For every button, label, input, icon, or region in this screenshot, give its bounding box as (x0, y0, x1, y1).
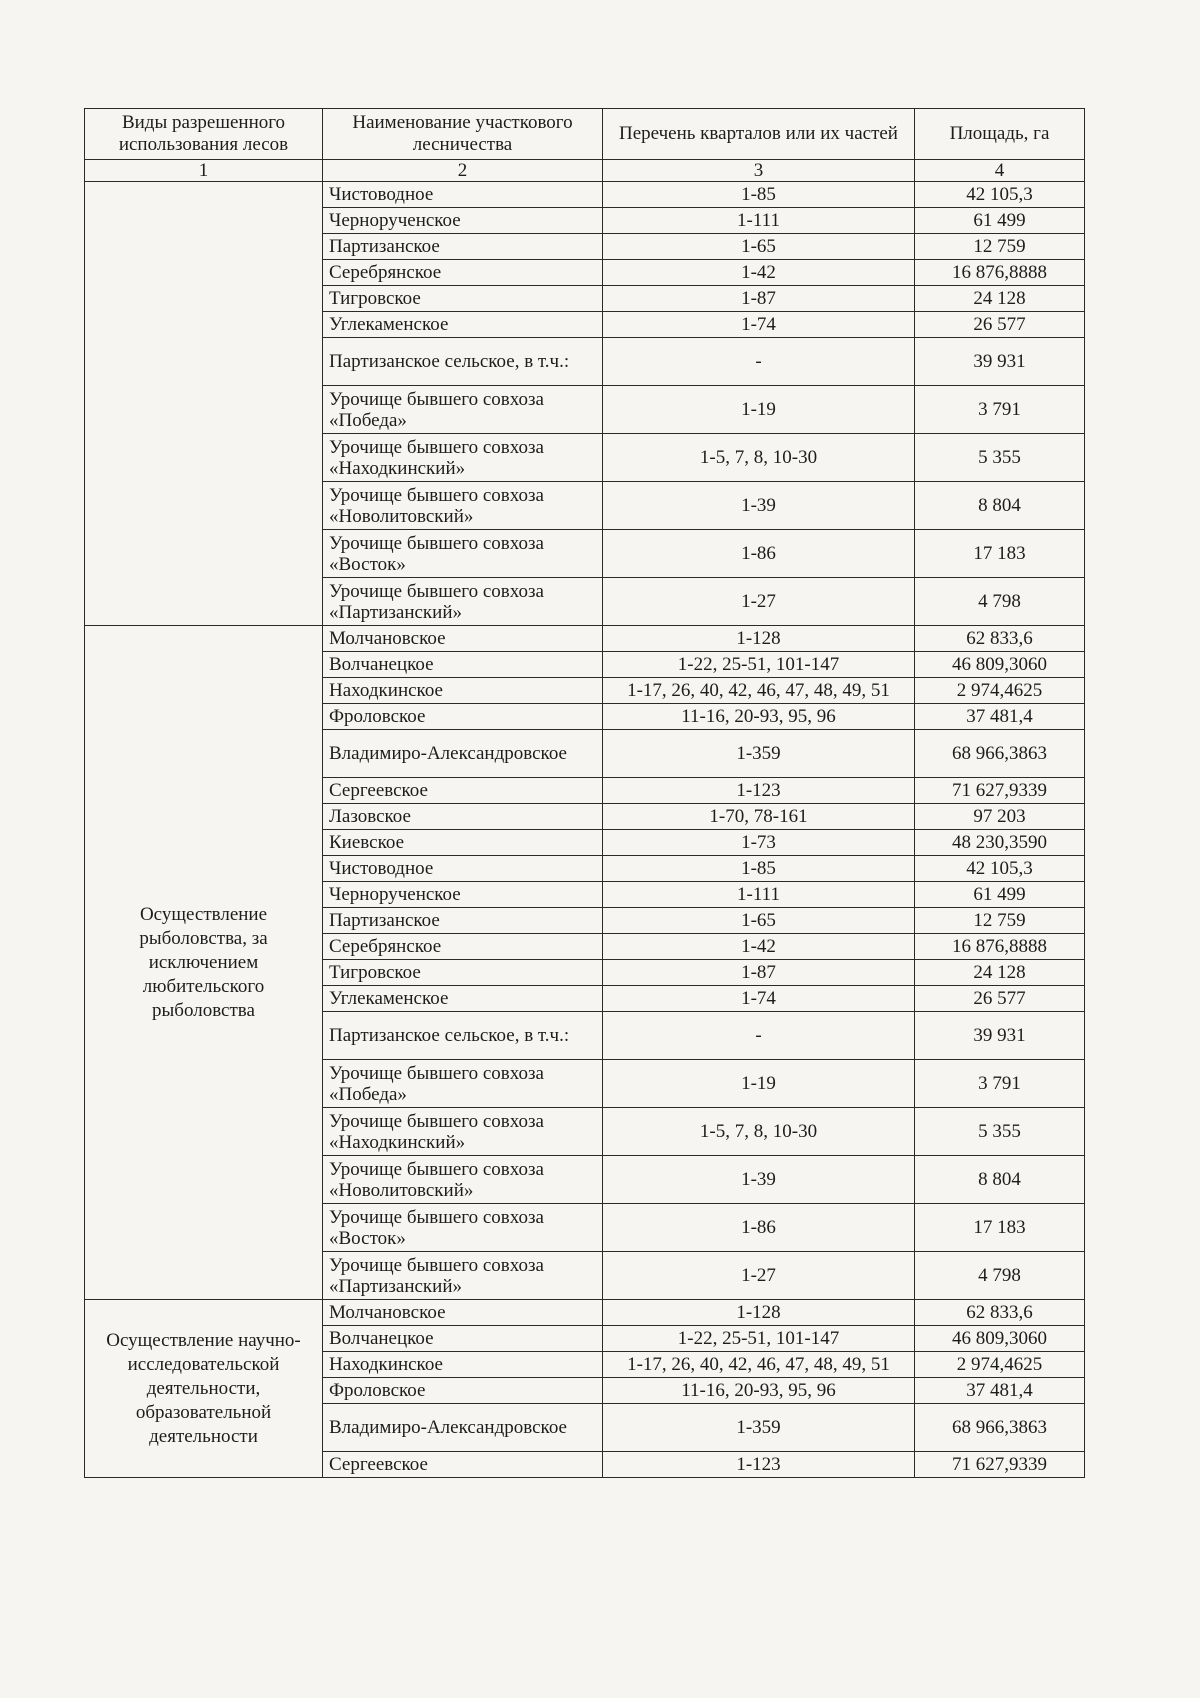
area-cell: 24 128 (915, 960, 1085, 986)
forestry-name-cell: Находкинское (323, 678, 603, 704)
area-cell: 5 355 (915, 434, 1085, 482)
area-cell: 16 876,8888 (915, 934, 1085, 960)
forestry-name-cell: Партизанское (323, 908, 603, 934)
forestry-name-cell: Чистоводное (323, 856, 603, 882)
header-use-type: Виды разрешенного использования лесов (85, 109, 323, 160)
forestry-name-cell: Серебрянское (323, 934, 603, 960)
quarters-cell: 1-111 (603, 208, 915, 234)
area-cell: 48 230,3590 (915, 830, 1085, 856)
area-cell: 97 203 (915, 804, 1085, 830)
quarters-cell: 1-27 (603, 578, 915, 626)
quarters-cell: 1-22, 25-51, 101-147 (603, 652, 915, 678)
forestry-name-cell: Урочище бывшего совхоза «Партизанский» (323, 1252, 603, 1300)
area-cell: 37 481,4 (915, 1378, 1085, 1404)
area-cell: 2 974,4625 (915, 678, 1085, 704)
quarters-cell: 1-39 (603, 1156, 915, 1204)
area-cell: 2 974,4625 (915, 1352, 1085, 1378)
forestry-name-cell: Урочище бывшего совхоза «Находкинский» (323, 434, 603, 482)
quarters-cell: 1-359 (603, 730, 915, 778)
area-cell: 61 499 (915, 208, 1085, 234)
forestry-name-cell: Владимиро-Александровское (323, 730, 603, 778)
quarters-cell: 1-86 (603, 530, 915, 578)
area-cell: 42 105,3 (915, 182, 1085, 208)
quarters-cell: 1-359 (603, 1404, 915, 1452)
quarters-cell: 1-5, 7, 8, 10-30 (603, 1108, 915, 1156)
forestry-name-cell: Чернорученское (323, 882, 603, 908)
forestry-name-cell: Тигровское (323, 286, 603, 312)
quarters-cell: 1-87 (603, 960, 915, 986)
forestry-name-cell: Урочище бывшего совхоза «Новолитовский» (323, 1156, 603, 1204)
quarters-cell: 1-73 (603, 830, 915, 856)
forestry-name-cell: Серебрянское (323, 260, 603, 286)
forestry-name-cell: Сергеевское (323, 1452, 603, 1478)
quarters-cell: 11-16, 20-93, 95, 96 (603, 704, 915, 730)
forestry-name-cell: Чистоводное (323, 182, 603, 208)
area-cell: 68 966,3863 (915, 730, 1085, 778)
use-type-cell (85, 182, 323, 626)
quarters-cell: 1-85 (603, 182, 915, 208)
area-cell: 61 499 (915, 882, 1085, 908)
area-cell: 46 809,3060 (915, 652, 1085, 678)
column-number: 1 (85, 160, 323, 182)
forestry-name-cell: Находкинское (323, 1352, 603, 1378)
forestry-name-cell: Чернорученское (323, 208, 603, 234)
quarters-cell: 1-74 (603, 312, 915, 338)
quarters-cell: 1-5, 7, 8, 10-30 (603, 434, 915, 482)
forest-use-table (84, 108, 1085, 1478)
forestry-name-cell: Урочище бывшего совхоза «Победа» (323, 1060, 603, 1108)
area-cell: 68 966,3863 (915, 1404, 1085, 1452)
forestry-name-cell: Фроловское (323, 704, 603, 730)
forestry-name-cell: Волчанецкое (323, 652, 603, 678)
forestry-name-cell: Углекаменское (323, 986, 603, 1012)
forestry-name-cell: Партизанское (323, 234, 603, 260)
quarters-cell: 1-42 (603, 934, 915, 960)
forestry-name-cell: Волчанецкое (323, 1326, 603, 1352)
quarters-cell: 1-128 (603, 626, 915, 652)
area-cell: 62 833,6 (915, 626, 1085, 652)
forestry-name-cell: Молчановское (323, 626, 603, 652)
header-forestry-name: Наименование участкового лесничества (323, 109, 603, 160)
forestry-name-cell: Сергеевское (323, 778, 603, 804)
forestry-name-cell: Урочище бывшего совхоза «Находкинский» (323, 1108, 603, 1156)
area-cell: 8 804 (915, 482, 1085, 530)
quarters-cell: 1-123 (603, 778, 915, 804)
area-cell: 4 798 (915, 578, 1085, 626)
area-cell: 42 105,3 (915, 856, 1085, 882)
quarters-cell: 1-19 (603, 386, 915, 434)
area-cell: 71 627,9339 (915, 778, 1085, 804)
table-row (85, 1300, 1085, 1326)
quarters-cell: 1-27 (603, 1252, 915, 1300)
forestry-name-cell: Владимиро-Александровское (323, 1404, 603, 1452)
area-cell: 26 577 (915, 986, 1085, 1012)
quarters-cell: 1-65 (603, 908, 915, 934)
area-cell: 17 183 (915, 1204, 1085, 1252)
area-cell: 12 759 (915, 908, 1085, 934)
column-number-row (85, 160, 1085, 182)
area-cell: 5 355 (915, 1108, 1085, 1156)
forestry-name-cell: Урочище бывшего совхоза «Партизанский» (323, 578, 603, 626)
quarters-cell: 1-17, 26, 40, 42, 46, 47, 48, 49, 51 (603, 678, 915, 704)
quarters-cell: - (603, 338, 915, 386)
quarters-cell: 11-16, 20-93, 95, 96 (603, 1378, 915, 1404)
quarters-cell: 1-86 (603, 1204, 915, 1252)
quarters-cell: 1-22, 25-51, 101-147 (603, 1326, 915, 1352)
table-header-row (85, 109, 1085, 160)
table-row (85, 626, 1085, 652)
forestry-name-cell: Молчановское (323, 1300, 603, 1326)
quarters-cell: 1-111 (603, 882, 915, 908)
area-cell: 17 183 (915, 530, 1085, 578)
area-cell: 16 876,8888 (915, 260, 1085, 286)
column-number: 4 (915, 160, 1085, 182)
area-cell: 24 128 (915, 286, 1085, 312)
quarters-cell: 1-65 (603, 234, 915, 260)
area-cell: 39 931 (915, 1012, 1085, 1060)
forestry-name-cell: Фроловское (323, 1378, 603, 1404)
area-cell: 3 791 (915, 386, 1085, 434)
header-area: Площадь, га (915, 109, 1085, 160)
quarters-cell: 1-42 (603, 260, 915, 286)
forestry-name-cell: Партизанское сельское, в т.ч.: (323, 1012, 603, 1060)
area-cell: 62 833,6 (915, 1300, 1085, 1326)
table-body (85, 182, 1085, 1478)
area-cell: 4 798 (915, 1252, 1085, 1300)
column-number: 2 (323, 160, 603, 182)
forestry-name-cell: Урочище бывшего совхоза «Победа» (323, 386, 603, 434)
forestry-name-cell: Лазовское (323, 804, 603, 830)
forestry-name-cell: Киевское (323, 830, 603, 856)
column-number: 3 (603, 160, 915, 182)
quarters-cell: 1-123 (603, 1452, 915, 1478)
quarters-cell: 1-74 (603, 986, 915, 1012)
area-cell: 46 809,3060 (915, 1326, 1085, 1352)
forestry-name-cell: Урочище бывшего совхоза «Восток» (323, 530, 603, 578)
quarters-cell: 1-87 (603, 286, 915, 312)
quarters-cell: 1-85 (603, 856, 915, 882)
area-cell: 26 577 (915, 312, 1085, 338)
quarters-cell: 1-39 (603, 482, 915, 530)
area-cell: 71 627,9339 (915, 1452, 1085, 1478)
area-cell: 39 931 (915, 338, 1085, 386)
area-cell: 37 481,4 (915, 704, 1085, 730)
table-row (85, 182, 1085, 208)
area-cell: 8 804 (915, 1156, 1085, 1204)
forestry-name-cell: Урочище бывшего совхоза «Новолитовский» (323, 482, 603, 530)
quarters-cell: 1-70, 78-161 (603, 804, 915, 830)
area-cell: 3 791 (915, 1060, 1085, 1108)
forestry-name-cell: Углекаменское (323, 312, 603, 338)
use-type-cell: Осуществление научно-исследовательской деятельности, образовательной деятельности (85, 1300, 323, 1478)
forestry-name-cell: Партизанское сельское, в т.ч.: (323, 338, 603, 386)
quarters-cell: 1-19 (603, 1060, 915, 1108)
header-quarters: Перечень кварталов или их частей (603, 109, 915, 160)
area-cell: 12 759 (915, 234, 1085, 260)
forestry-name-cell: Урочище бывшего совхоза «Восток» (323, 1204, 603, 1252)
quarters-cell: 1-17, 26, 40, 42, 46, 47, 48, 49, 51 (603, 1352, 915, 1378)
forestry-name-cell: Тигровское (323, 960, 603, 986)
use-type-cell: Осуществление рыболовства, за исключением любительского рыболовства (85, 626, 323, 1300)
quarters-cell: - (603, 1012, 915, 1060)
quarters-cell: 1-128 (603, 1300, 915, 1326)
